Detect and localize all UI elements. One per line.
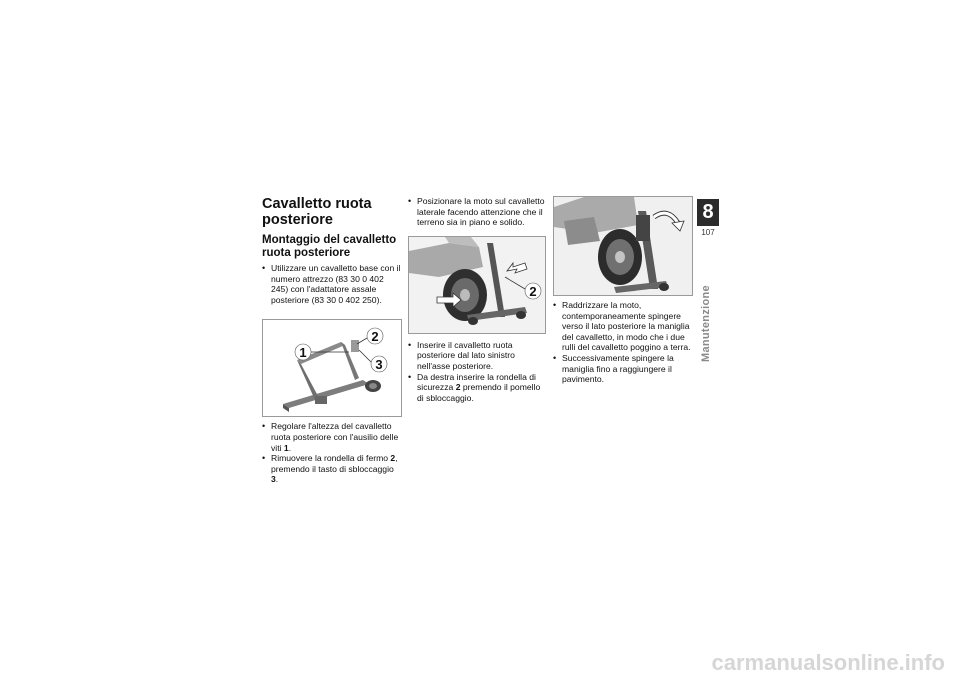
reference-number: 3 bbox=[271, 474, 276, 485]
callout-3: 3 bbox=[375, 357, 383, 373]
subsection-title: Montaggio del cavalletto ruota posteriore bbox=[262, 234, 397, 259]
instruction-item: • Da destra inserire la rondella di sicurezza 2 premendo il pomello di sbloccaggio. bbox=[408, 372, 546, 404]
instruction-item: • Rimuovere la rondella di fermo 2, premendo il tasto di sbloccaggio 3. bbox=[262, 453, 402, 485]
callout-2: 2 bbox=[371, 329, 379, 345]
watermark: carmanualsonline.info bbox=[711, 650, 945, 675]
motorcycle-stand-insertion-illustration bbox=[409, 237, 545, 333]
section-label: Manutenzione bbox=[700, 285, 712, 362]
instruction-list-2 bbox=[262, 421, 402, 485]
instruction-item: • Inserire il cavalletto ruota posteriore dal lato sinistro nell'asse posteriore. bbox=[408, 340, 546, 372]
page-number: 107 bbox=[701, 228, 715, 237]
column-3 bbox=[553, 196, 693, 385]
reference-number: 2 bbox=[390, 453, 396, 464]
section-title: Cavalletto ruota posteriore bbox=[262, 196, 372, 228]
chapter-number: 8 bbox=[697, 199, 719, 226]
instruction-item: • Raddrizzare la moto, contemporaneamente spingere verso il lato posteriore la maniglia del cavalletto, in modo che i due rulli del cavalletto poggino a terra. bbox=[553, 300, 693, 353]
rear-stand-illustration bbox=[263, 320, 401, 416]
reference-number: 1 bbox=[283, 442, 289, 453]
motorcycle-lifting-illustration bbox=[554, 197, 692, 295]
chapter-tab bbox=[697, 199, 719, 270]
instruction-item: • Successivamente spingere la maniglia fino a raggiungere il pavimento. bbox=[553, 353, 693, 385]
column-1 bbox=[262, 196, 402, 485]
callout-2: 2 bbox=[529, 283, 537, 299]
instruction-list-4 bbox=[408, 340, 546, 404]
bike-lift-figure bbox=[553, 196, 693, 296]
callout-1: 1 bbox=[299, 345, 307, 361]
instruction-list-3 bbox=[408, 196, 546, 228]
stand-insertion-figure bbox=[408, 236, 546, 334]
reference-number: 2 bbox=[455, 382, 461, 393]
column-2 bbox=[408, 196, 546, 403]
instruction-item: • Utilizzare un cavalletto base con il numero attrezzo (83 30 0 402 245) con l'adattatore assale posteriore (83 30 0 402 250). bbox=[262, 263, 402, 305]
instruction-item: • Regolare l'altezza del cavalletto ruota posteriore con l'ausilio delle viti 1. bbox=[262, 421, 402, 453]
instruction-item: • Posizionare la moto sul cavalletto laterale facendo attenzione che il terreno sia in piano e solido. bbox=[408, 196, 546, 228]
instruction-list-5 bbox=[553, 300, 693, 385]
instruction-list-1 bbox=[262, 263, 402, 305]
stand-adjustment-figure bbox=[262, 319, 402, 417]
